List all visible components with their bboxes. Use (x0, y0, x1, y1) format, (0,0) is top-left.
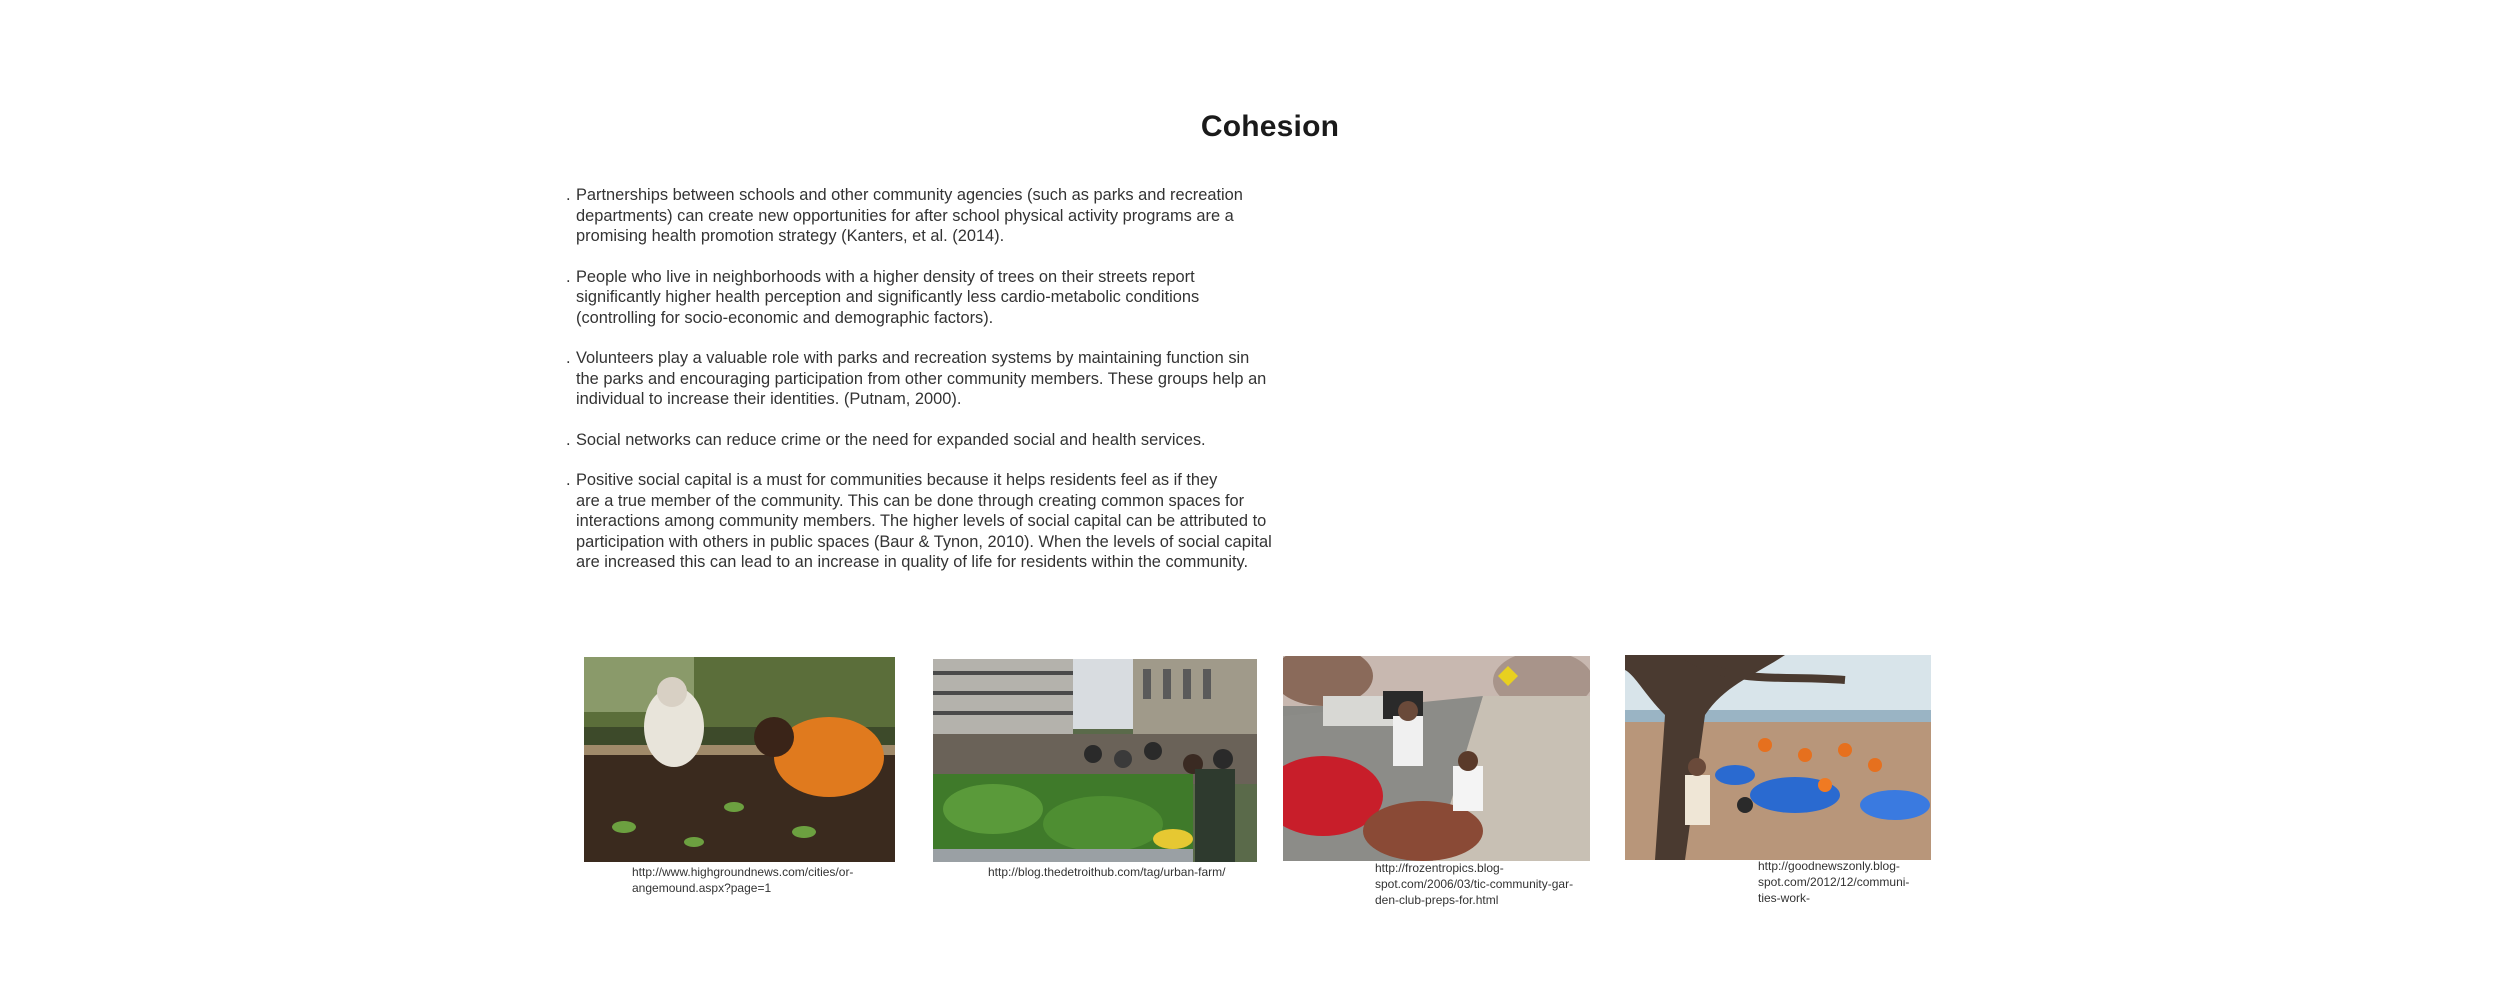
photo-caption: http://goodnewszonly.blog- spot.com/2012/12/communi- ties-work- (1758, 859, 1910, 905)
street-tree-planting-photo (1283, 656, 1590, 861)
bullet-text: Social networks can reduce crime or the need for expanded social and health services. (576, 430, 1206, 449)
bullet-mark: . (566, 186, 571, 204)
bullet-item (566, 348, 1326, 410)
photo-caption: http://blog.thedetroithub.com/tag/urban-farm/ (988, 865, 1226, 879)
bullet-mark: . (566, 471, 571, 489)
urban-farm-crowd-photo (933, 659, 1257, 862)
bullet-text: Partnerships between schools and other community agencies (such as parks and recreation departments) can create new opportunities for after school physical activity programs are a promising health promotion strategy (Kanters, et al. (2014). (576, 186, 1243, 245)
bullet-item (566, 470, 1326, 573)
bullet-text: Positive social capital is a must for communities because it helps residents feel as if they are a true member of the community. This can be done through creating common spaces for interactions among community members. The higher levels of social capital can be attributed to participation with others in public spaces (Baur & Tynon, 2010). When the levels of social capital are increased this can lead to an increase in quality of life for residents within the community. (576, 471, 1272, 571)
bullet-item (566, 430, 1326, 451)
page-title: Cohesion (1200, 110, 1340, 143)
bullet-item (566, 267, 1326, 329)
bullet-mark: . (566, 349, 571, 367)
bullet-item (566, 185, 1326, 247)
photo-caption: http://frozentropics.blog- spot.com/2006/03/tic-community-gar- den-club-preps-for.html (1375, 861, 1574, 907)
community-garden-planting-photo (584, 657, 895, 862)
beach-volunteers-photo (1625, 655, 1931, 860)
bullet-text: People who live in neighborhoods with a higher density of trees on their streets report significantly higher health perception and significantly less cardio-metabolic conditions (controlling for socio-economic and demographic factors). (576, 267, 1200, 327)
bullet-text: Volunteers play a valuable role with parks and recreation systems by maintaining function sin the parks and encouraging participation from other community members. These groups help an individual to increase their identities. (Putnam, 2000). (576, 349, 1267, 408)
bullet-mark: . (566, 430, 571, 449)
bullet-list (566, 185, 1326, 593)
bullet-mark: . (566, 267, 571, 286)
photo-caption: http://www.highgroundnews.com/cities/or- angemound.aspx?page=1 (632, 865, 854, 895)
